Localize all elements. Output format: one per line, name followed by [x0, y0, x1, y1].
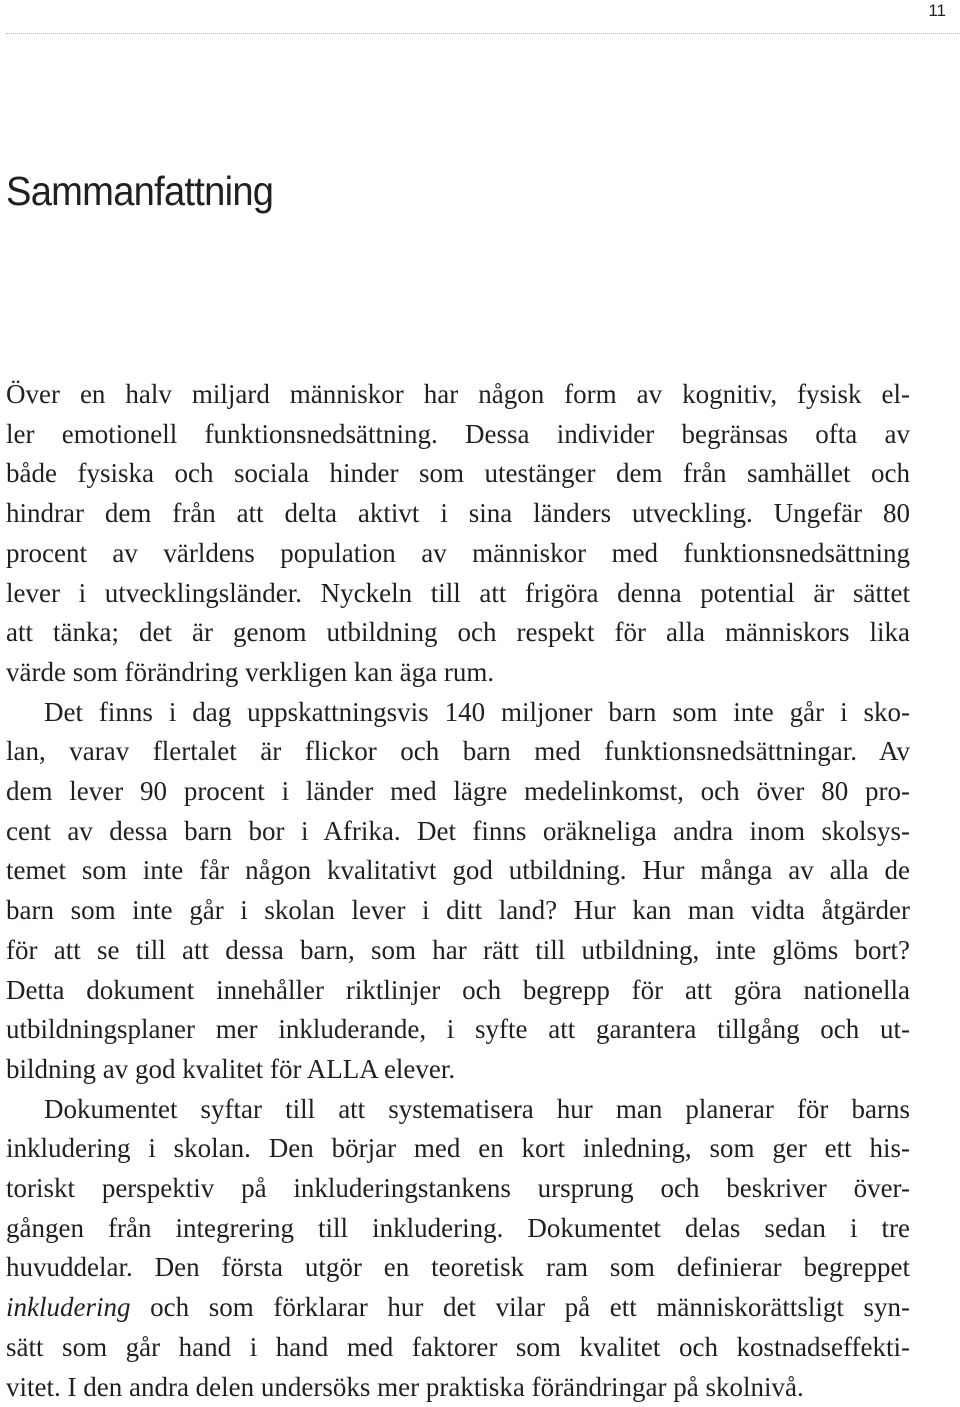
text-line: för att se till att dessa barn, som har rätt till utbildning, inte glöms bort?: [6, 934, 910, 965]
text-line: värde som förändring verkligen kan äga rum.: [6, 656, 495, 687]
text-line: utbildningsplaner mer inkluderande, i syfte att garantera tillgång och ut-: [6, 1014, 910, 1045]
italic-term: inkludering: [6, 1292, 131, 1323]
text-line: ler emotionell funktionsnedsättning. Dessa individer begränsas ofta av: [6, 418, 910, 449]
text-line: cent av dessa barn bor i Afrika. Det finns oräkneliga andra inom skolsys-: [6, 815, 910, 846]
text-line-with-italic: [6, 1288, 910, 1328]
text-line: dem lever 90 procent i länder med lägre medelinkomst, och över 80 pro-: [6, 776, 910, 807]
text-line: Dokumentet syftar till att systematisera hur man planerar för barns: [44, 1093, 910, 1124]
page-title: Sammanfattning: [6, 168, 274, 214]
text-line: lan, varav flertalet är flickor och barn med funktionsnedsättningar. Av: [6, 736, 910, 767]
page-number: 11: [928, 1, 946, 20]
text-line: toriskt perspektiv på inkluderingstankens ursprung och beskriver över-: [6, 1173, 910, 1204]
text-line: lever i utvecklingsländer. Nyckeln till att frigöra denna potential är sättet: [6, 577, 910, 608]
text-line: Det finns i dag uppskattningsvis 140 miljoner barn som inte går i sko-: [44, 696, 910, 727]
text-line: sätt som går hand i hand med faktorer som kvalitet och kostnadseffekti-: [6, 1331, 910, 1362]
text-line: procent av världens population av människor med funktionsnedsättning: [6, 537, 910, 568]
text-line: både fysiska och sociala hinder som utestänger dem från samhället och: [6, 458, 910, 489]
text-line: Över en halv miljard människor har någon form av kognitiv, fysisk el-: [6, 379, 910, 409]
text-line: hindrar dem från att delta aktivt i sina länders utveckling. Ungefär 80: [6, 498, 910, 529]
text-line: barn som inte går i skolan lever i ditt land? Hur kan man vidta åtgärder: [6, 895, 910, 926]
paragraph-3: [6, 1090, 910, 1407]
text-line: huvuddelar. Den första utgör en teoretisk ram som definierar begreppet: [6, 1252, 910, 1283]
text-line: temet som inte får någon kvalitativt god utbildning. Hur många av alla de: [6, 855, 910, 886]
body-text: [6, 375, 910, 1407]
paragraph-2: [6, 693, 910, 1090]
header-divider: [6, 33, 960, 34]
text-line: bildning av god kvalitet för ALLA elever.: [6, 1053, 456, 1084]
text-fragment: och som förklarar hur det vilar på ett människorättsligt syn-: [130, 1292, 910, 1323]
text-line: att tänka; det är genom utbildning och respekt för alla människors lika: [6, 617, 910, 648]
text-line: Detta dokument innehåller riktlinjer och begrepp för att göra nationella: [6, 974, 910, 1005]
paragraph-1: [6, 375, 910, 693]
text-line: gången från integrering till inkludering. Dokumentet delas sedan i tre: [6, 1212, 910, 1243]
text-line: vitet. I den andra delen undersöks mer praktiska förändringar på skolnivå.: [6, 1371, 804, 1402]
text-line: inkludering i skolan. Den börjar med en kort inledning, som ger ett his-: [6, 1133, 910, 1164]
